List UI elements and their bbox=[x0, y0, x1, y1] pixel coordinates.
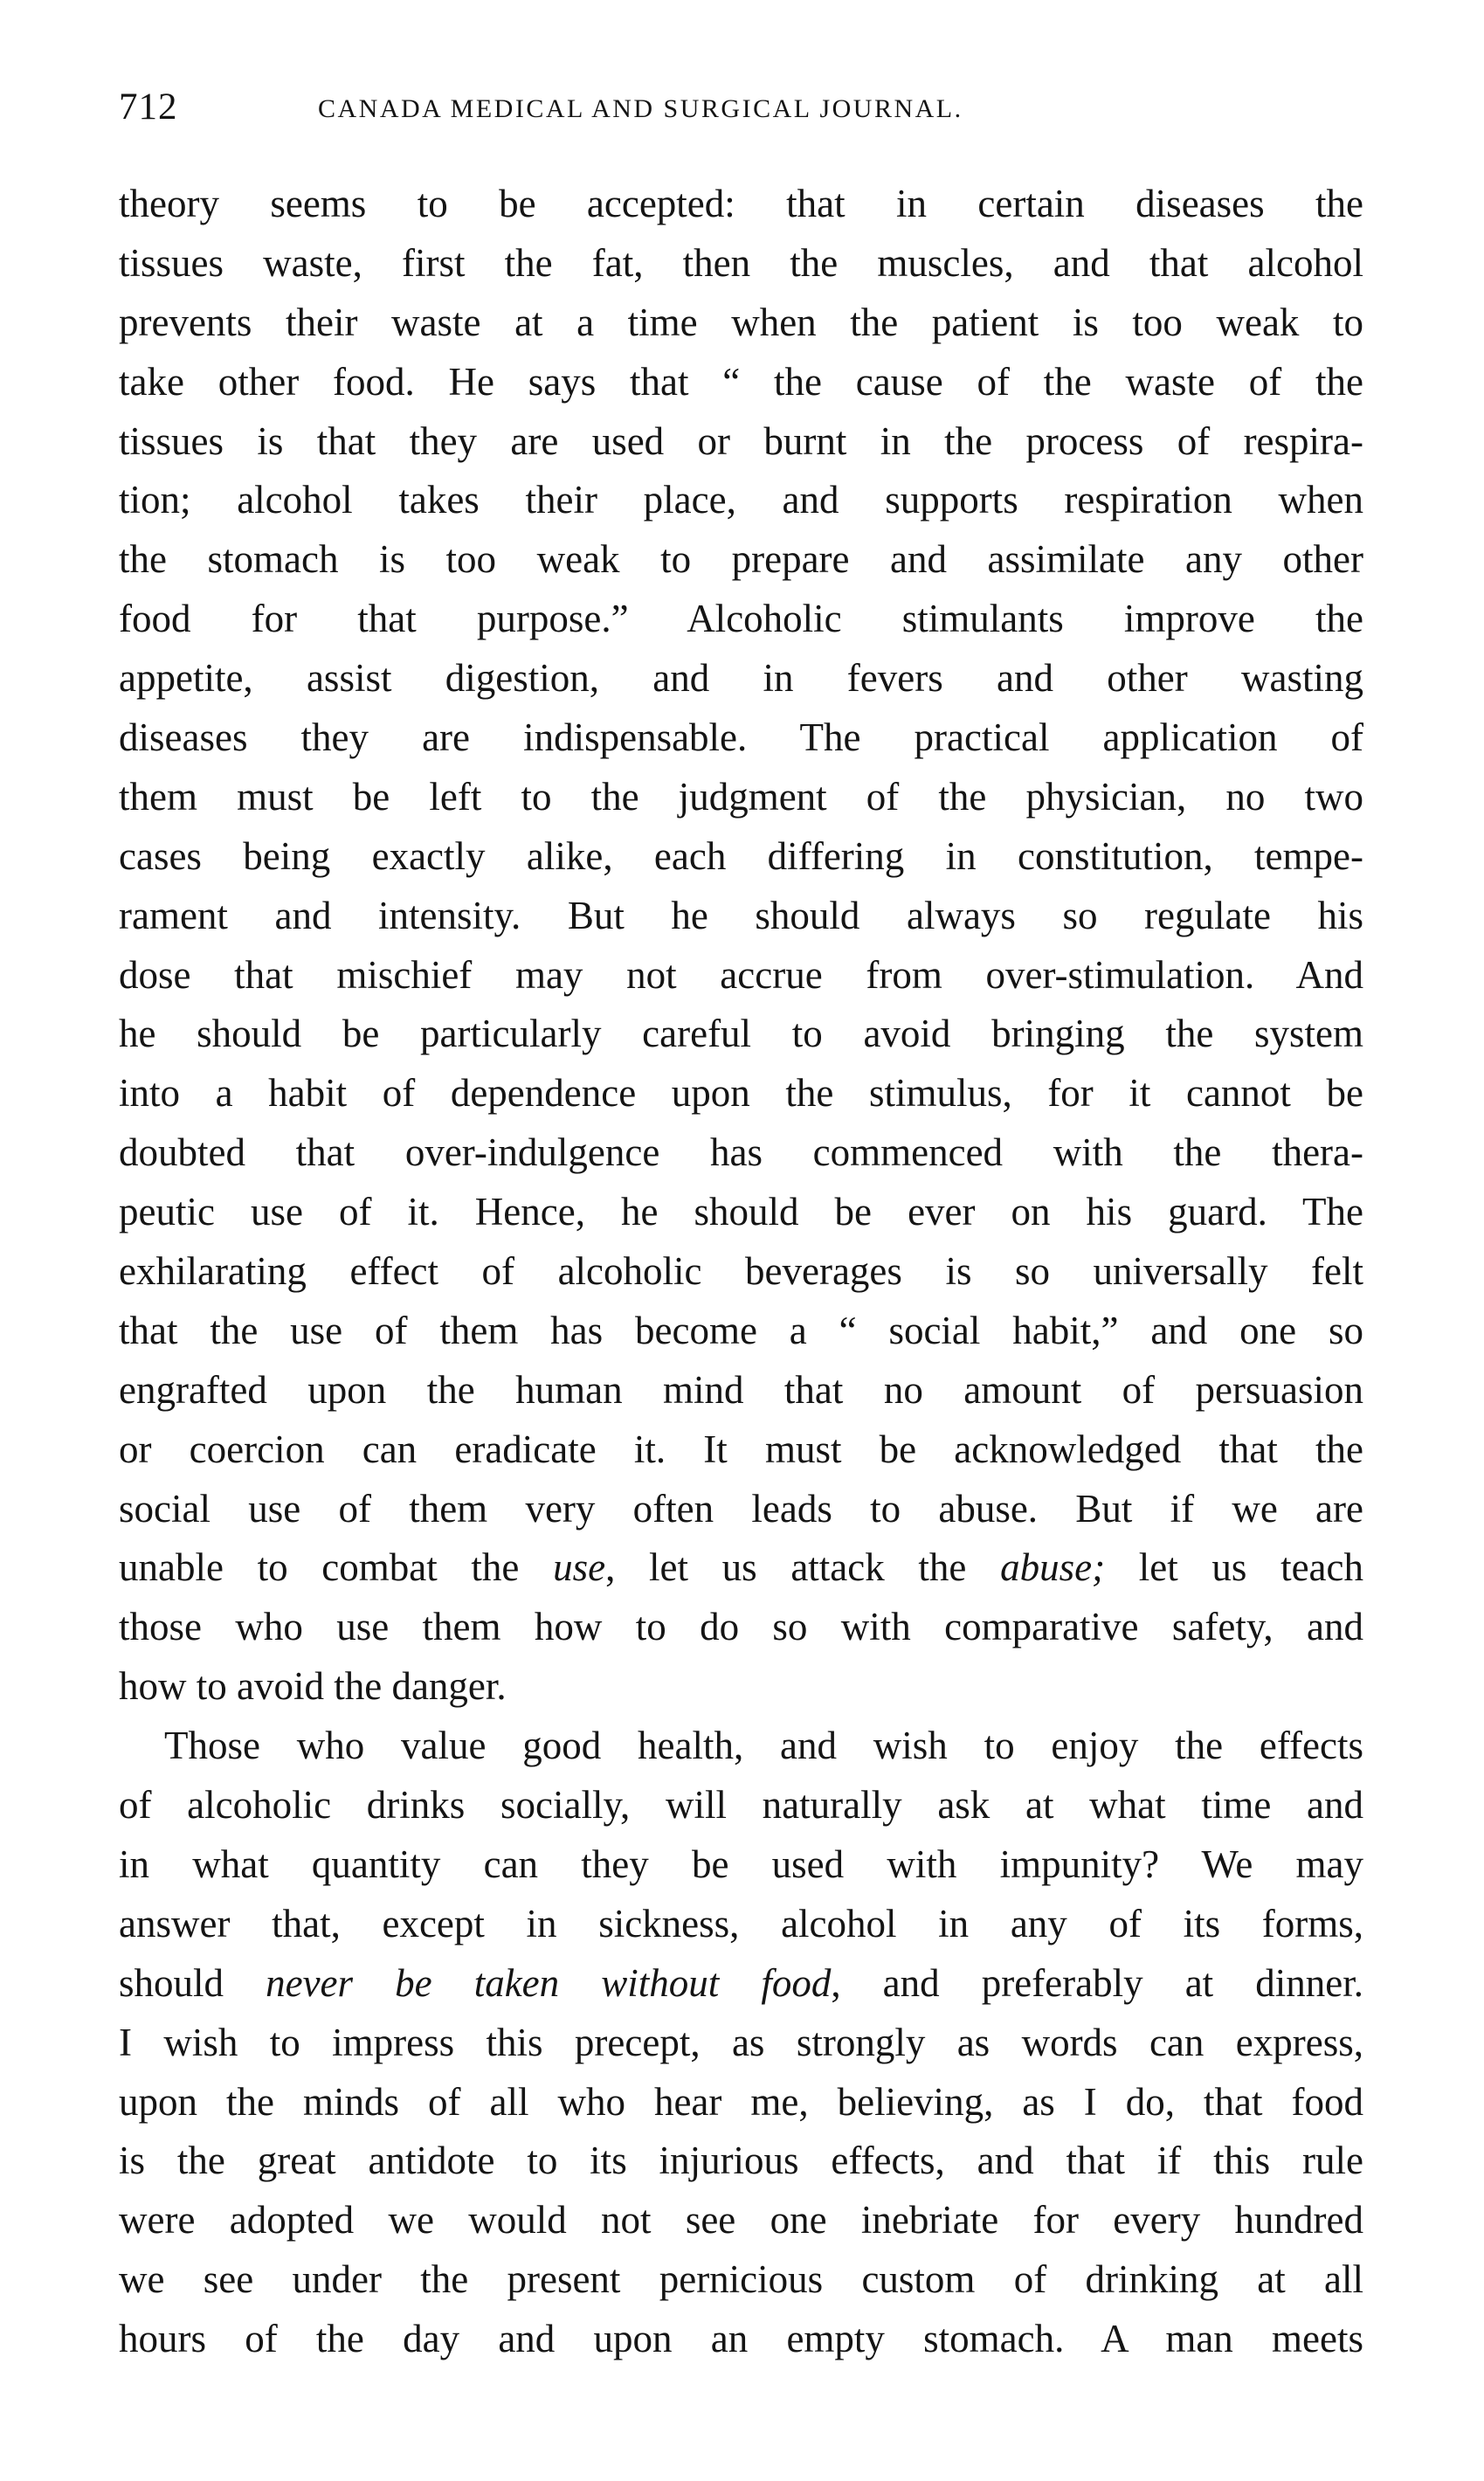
text-line: of alcoholic drinks socially, will naturally ask at what time and bbox=[119, 1783, 1363, 1828]
text-line: Those who value good health, and wish to enjoy the effects bbox=[164, 1724, 1363, 1768]
text-line: take other food. He says that “ the cause of the waste of the bbox=[119, 359, 1363, 404]
text-line: tissues is that they are used or burnt in the process of respira- bbox=[119, 418, 1363, 463]
text-run: , and preferably at dinner. bbox=[831, 1960, 1363, 2005]
text-line: theory seems to be accepted: that in certain diseases the bbox=[119, 182, 1363, 225]
text-line: how to avoid the danger. bbox=[119, 1664, 507, 1709]
text-line: the stomach is too weak to prepare and assimilate any other bbox=[119, 537, 1363, 582]
text-run: unable to combat the bbox=[119, 1545, 554, 1590]
text-line: tion; alcohol takes their place, and supports respiration when bbox=[119, 478, 1363, 522]
text-line: diseases they are indispensable. The practical application of bbox=[119, 715, 1363, 760]
text-line: appetite, assist digestion, and in fevers and other wasting bbox=[119, 656, 1363, 701]
running-head bbox=[119, 86, 1377, 138]
text-run: let us teach bbox=[1105, 1545, 1363, 1590]
text-line: or coercion can eradicate it. It must be acknowledged that the bbox=[119, 1427, 1363, 1471]
emphasis-abuse: abuse; bbox=[1000, 1545, 1106, 1590]
text-line: peutic use of it. Hence, he should be ever on his guard. The bbox=[119, 1190, 1363, 1234]
text-line-with-emphasis bbox=[119, 1954, 1363, 2014]
article-body bbox=[119, 175, 1363, 2369]
text-line: into a habit of dependence upon the stimulus, for it cannot be bbox=[119, 1071, 1363, 1116]
paragraph-1 bbox=[119, 175, 1363, 1717]
text-line: I wish to impress this precept, as strongly as words can express, bbox=[119, 2020, 1363, 2064]
text-line: rament and intensity. But he should always so regulate his bbox=[119, 893, 1363, 937]
text-line: food for that purpose.” Alcoholic stimulants improve the bbox=[119, 597, 1363, 641]
text-line: doubted that over-indulgence has commenced with the thera- bbox=[119, 1130, 1363, 1175]
journal-title: CANADA MEDICAL AND SURGICAL JOURNAL. bbox=[318, 94, 963, 123]
emphasis-never-taken-without-food: never be taken without food bbox=[266, 1960, 832, 2005]
text-line: is the great antidote to its injurious effects, and that if this rule bbox=[119, 2139, 1363, 2183]
text-line: tissues waste, first the fat, then the muscles, and that alcohol bbox=[119, 240, 1363, 285]
emphasis-use: use bbox=[553, 1545, 606, 1590]
text-run: , let us attack the bbox=[605, 1545, 1001, 1590]
text-line: answer that, except in sickness, alcohol in any of its forms, bbox=[119, 1901, 1363, 1945]
text-line: in what quantity can they be used with impunity? We may bbox=[119, 1842, 1363, 1886]
text-run: should bbox=[119, 1960, 266, 2005]
text-line-with-emphasis bbox=[119, 1538, 1363, 1598]
text-line: exhilarating effect of alcoholic beverages is so universally felt bbox=[119, 1249, 1363, 1294]
text-line: that the use of them has become a “ social habit,” and one so bbox=[119, 1308, 1363, 1352]
text-line: those who use them how to do so with comparative safety, and bbox=[119, 1605, 1363, 1649]
text-line: we see under the present pernicious custom of drinking at all bbox=[119, 2257, 1363, 2302]
text-line: upon the minds of all who hear me, believing, as I do, that food bbox=[119, 2079, 1363, 2124]
text-line: prevents their waste at a time when the patient is too weak to bbox=[119, 300, 1363, 344]
text-line: he should be particularly careful to avoid bringing the system bbox=[119, 1012, 1363, 1056]
text-line: social use of them very often leads to abuse. But if we are bbox=[119, 1486, 1363, 1531]
paragraph-2 bbox=[119, 1717, 1363, 2369]
text-line: engrafted upon the human mind that no amount of persuasion bbox=[119, 1367, 1363, 1412]
text-line: dose that mischief may not accrue from over-stimulation. And bbox=[119, 952, 1363, 997]
text-line: were adopted we would not see one inebriate for every hundred bbox=[119, 2198, 1363, 2243]
page-number: 712 bbox=[119, 86, 178, 128]
text-line: cases being exactly alike, each differing in constitution, tempe- bbox=[119, 833, 1363, 878]
text-line: hours of the day and upon an empty stomach. A man meets bbox=[119, 2317, 1363, 2361]
text-line: them must be left to the judgment of the physician, no two bbox=[119, 774, 1363, 819]
